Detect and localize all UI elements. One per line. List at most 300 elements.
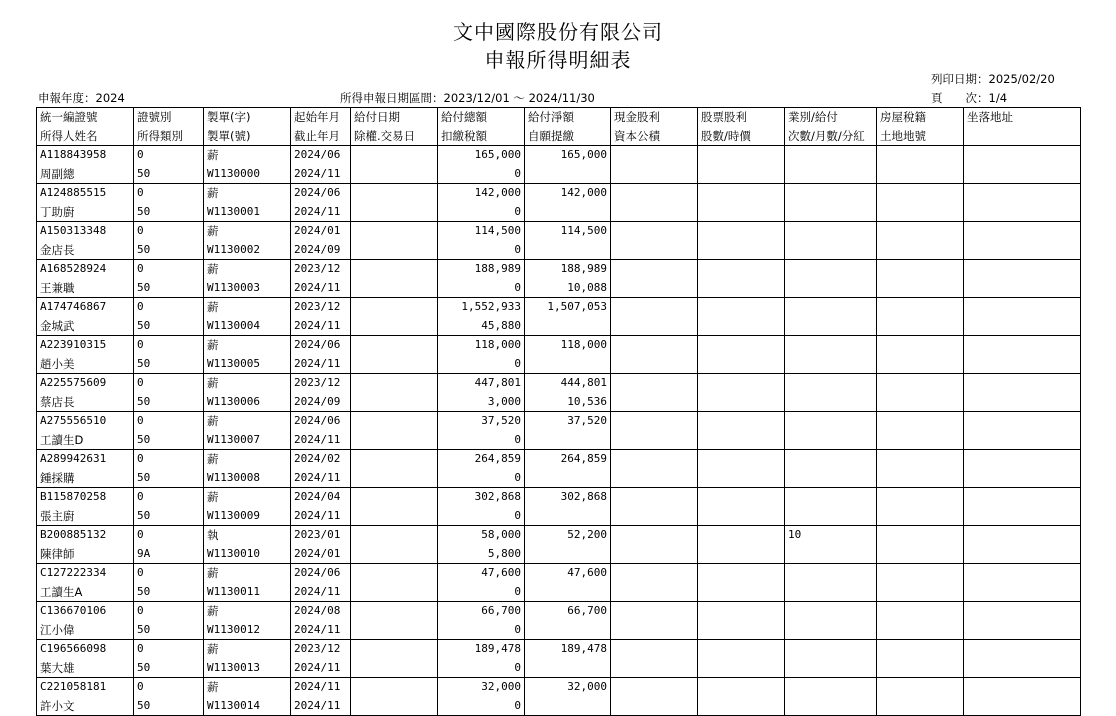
table-cell xyxy=(351,602,438,640)
table-cell xyxy=(204,222,291,260)
cell-doc-no: W1130008 xyxy=(207,470,260,484)
cell-doc-no: W1130005 xyxy=(207,356,260,370)
cell-id: A124885515 xyxy=(40,186,107,199)
cell-end: 2024/11 xyxy=(294,356,341,370)
table-cell xyxy=(964,222,1081,260)
cell-start: 2024/06 xyxy=(294,338,341,351)
cell-net: 142,000 xyxy=(560,186,607,199)
table-cell xyxy=(291,260,351,298)
cell-doc-no: W1130000 xyxy=(207,166,260,180)
cell-gross: 47,600 xyxy=(481,566,521,579)
cell-tax: 0 xyxy=(514,280,521,294)
column-header-label: 房屋稅籍 xyxy=(880,110,926,124)
cell-id: A118843958 xyxy=(40,148,107,161)
cell-gross: 32,000 xyxy=(481,680,521,693)
cell-doc-no: W1130009 xyxy=(207,508,260,522)
table-cell xyxy=(204,184,291,222)
cell-tax: 3,000 xyxy=(487,394,521,408)
table-cell xyxy=(611,222,698,260)
cell-name: 江小偉 xyxy=(40,622,75,637)
table-cell xyxy=(698,184,785,222)
table-cell xyxy=(525,374,611,412)
cell-income-type: 50 xyxy=(137,508,151,522)
cell-net: 37,520 xyxy=(567,414,607,427)
income-detail-table xyxy=(36,107,1081,716)
cell-id-type: 0 xyxy=(137,490,144,503)
table-cell xyxy=(37,412,134,450)
column-header-label: 製單(號) xyxy=(207,128,251,143)
cell-doc-char: 執 xyxy=(207,528,219,542)
cell-voluntary xyxy=(528,545,607,564)
table-cell xyxy=(698,450,785,488)
table-cell xyxy=(611,450,698,488)
table-cell xyxy=(964,602,1081,640)
cell-doc-char: 薪 xyxy=(207,300,219,314)
table-row xyxy=(37,412,1081,450)
table-cell xyxy=(134,564,204,602)
table-cell xyxy=(525,488,611,526)
cell-doc-no: W1130012 xyxy=(207,622,260,636)
cell-voluntary xyxy=(528,469,607,488)
column-header-label: 坐落地址 xyxy=(967,110,1013,124)
table-cell xyxy=(204,336,291,374)
column-header-label: 次數/月數/分紅 xyxy=(788,128,865,143)
table-cell xyxy=(611,488,698,526)
column-header-label: 起始年月 xyxy=(294,110,340,124)
cell-doc-char: 薪 xyxy=(207,186,219,200)
table-row xyxy=(37,526,1081,564)
cell-start: 2023/12 xyxy=(294,262,341,275)
cell-start: 2024/02 xyxy=(294,452,341,465)
cell-net: 118,000 xyxy=(560,338,607,351)
table-cell xyxy=(698,374,785,412)
cell-doc-char: 薪 xyxy=(207,148,219,162)
table-cell xyxy=(877,184,964,222)
cell-doc-no: W1130002 xyxy=(207,242,260,256)
cell-income-type: 50 xyxy=(137,470,151,484)
table-cell xyxy=(204,412,291,450)
column-header xyxy=(698,108,785,146)
table-cell xyxy=(291,450,351,488)
cell-income-type: 50 xyxy=(137,280,151,294)
table-cell xyxy=(611,374,698,412)
table-cell xyxy=(204,564,291,602)
cell-name: 陳律師 xyxy=(40,546,75,561)
cell-end: 2024/11 xyxy=(294,166,341,180)
table-cell xyxy=(351,146,438,184)
table-cell xyxy=(204,678,291,716)
table-cell xyxy=(291,488,351,526)
table-cell xyxy=(351,298,438,336)
cell-voluntary xyxy=(528,697,607,716)
table-cell xyxy=(698,336,785,374)
table-cell xyxy=(964,336,1081,374)
cell-id: A289942631 xyxy=(40,452,107,465)
table-cell xyxy=(698,526,785,564)
cell-end: 2024/11 xyxy=(294,280,341,294)
cell-tax: 0 xyxy=(514,508,521,522)
column-header-label: 所得人姓名 xyxy=(40,128,98,143)
cell-name: 許小文 xyxy=(40,698,75,713)
report-title: 申報所得明細表 xyxy=(484,48,632,72)
cell-doc-no: W1130013 xyxy=(207,660,260,674)
table-cell xyxy=(37,146,134,184)
cell-voluntary xyxy=(528,583,607,602)
table-cell xyxy=(785,640,877,678)
table-cell xyxy=(785,146,877,184)
cell-end: 2024/09 xyxy=(294,242,341,256)
table-cell xyxy=(351,374,438,412)
cell-net: 188,989 xyxy=(560,262,607,275)
cell-biz xyxy=(788,640,873,659)
cell-end: 2024/11 xyxy=(294,432,341,446)
table-cell xyxy=(438,298,525,336)
cell-end: 2024/11 xyxy=(294,470,341,484)
cell-doc-no: W1130004 xyxy=(207,318,260,332)
table-cell xyxy=(611,640,698,678)
table-cell xyxy=(134,298,204,336)
cell-doc-no: W1130014 xyxy=(207,698,260,712)
table-cell xyxy=(611,526,698,564)
cell-biz xyxy=(788,564,873,583)
table-cell xyxy=(37,564,134,602)
table-row xyxy=(37,564,1081,602)
cell-gross: 37,520 xyxy=(481,414,521,427)
cell-doc-char: 薪 xyxy=(207,338,219,352)
cell-voluntary xyxy=(528,165,607,184)
table-cell xyxy=(134,602,204,640)
table-cell xyxy=(698,678,785,716)
table-row xyxy=(37,450,1081,488)
cell-start: 2024/04 xyxy=(294,490,341,503)
table-cell xyxy=(37,260,134,298)
company-name: 文中國際股份有限公司 xyxy=(453,20,663,44)
table-cell xyxy=(525,640,611,678)
table-cell xyxy=(611,298,698,336)
cell-start: 2023/12 xyxy=(294,376,341,389)
cell-id: A223910315 xyxy=(40,338,107,351)
column-header-label: 業別/給付 xyxy=(788,110,838,124)
cell-biz xyxy=(788,336,873,355)
cell-start: 2024/06 xyxy=(294,414,341,427)
table-cell xyxy=(291,146,351,184)
cell-start: 2024/01 xyxy=(294,224,341,237)
cell-end: 2024/09 xyxy=(294,394,341,408)
cell-name: 葉大雄 xyxy=(40,660,75,675)
column-header-label: 給付淨額 xyxy=(528,110,574,124)
column-header-label: 截止年月 xyxy=(294,128,340,143)
table-cell xyxy=(37,602,134,640)
cell-doc-no: W1130001 xyxy=(207,204,260,218)
table-cell xyxy=(611,602,698,640)
table-row xyxy=(37,222,1081,260)
column-header-label: 股數/時價 xyxy=(701,128,751,143)
table-cell xyxy=(37,488,134,526)
column-header-label: 統一編證號 xyxy=(40,110,98,124)
table-cell xyxy=(525,222,611,260)
table-cell xyxy=(291,184,351,222)
table-cell xyxy=(438,602,525,640)
table-cell xyxy=(134,222,204,260)
table-row xyxy=(37,260,1081,298)
table-cell xyxy=(37,374,134,412)
cell-end: 2024/11 xyxy=(294,318,341,332)
cell-end: 2024/01 xyxy=(294,546,341,560)
table-cell xyxy=(134,374,204,412)
table-cell xyxy=(611,564,698,602)
table-cell xyxy=(351,184,438,222)
table-cell xyxy=(291,374,351,412)
cell-tax: 0 xyxy=(514,660,521,674)
table-cell xyxy=(351,336,438,374)
table-row xyxy=(37,298,1081,336)
table-cell xyxy=(785,526,877,564)
cell-biz: 10 xyxy=(788,528,802,541)
cell-id-type: 0 xyxy=(137,680,144,693)
table-cell xyxy=(438,222,525,260)
table-cell xyxy=(877,488,964,526)
table-cell xyxy=(291,412,351,450)
cell-gross: 114,500 xyxy=(474,224,521,237)
cell-biz xyxy=(788,146,873,165)
table-cell xyxy=(877,564,964,602)
table-cell xyxy=(785,336,877,374)
column-header xyxy=(37,108,134,146)
table-cell xyxy=(291,526,351,564)
table-cell xyxy=(964,184,1081,222)
cell-gross: 302,868 xyxy=(474,490,521,503)
table-cell xyxy=(134,640,204,678)
table-cell xyxy=(291,602,351,640)
table-cell xyxy=(204,526,291,564)
page-number: 頁 次：1/4 xyxy=(931,91,1008,105)
cell-tax: 0 xyxy=(514,698,521,712)
cell-doc-char: 薪 xyxy=(207,642,219,656)
cell-income-type: 50 xyxy=(137,660,151,674)
table-cell xyxy=(525,146,611,184)
cell-id: A174746867 xyxy=(40,300,107,313)
cell-id-type: 0 xyxy=(137,376,144,389)
table-cell xyxy=(698,298,785,336)
table-cell xyxy=(698,146,785,184)
table-cell xyxy=(204,640,291,678)
table-cell xyxy=(204,374,291,412)
cell-net: 1,507,053 xyxy=(547,300,607,313)
cell-id: A275556510 xyxy=(40,414,107,427)
cell-doc-char: 薪 xyxy=(207,414,219,428)
cell-income-type: 50 xyxy=(137,622,151,636)
cell-income-type: 50 xyxy=(137,204,151,218)
cell-id: A225575609 xyxy=(40,376,107,389)
cell-id: C127222334 xyxy=(40,566,107,579)
cell-end: 2024/11 xyxy=(294,508,341,522)
cell-doc-no: W1130006 xyxy=(207,394,260,408)
table-cell xyxy=(438,374,525,412)
table-cell xyxy=(37,450,134,488)
table-cell xyxy=(37,184,134,222)
cell-biz xyxy=(788,222,873,241)
table-cell xyxy=(877,640,964,678)
table-cell xyxy=(134,336,204,374)
table-body xyxy=(37,146,1081,716)
table-cell xyxy=(438,564,525,602)
table-cell xyxy=(785,222,877,260)
cell-name: 金城武 xyxy=(40,318,75,333)
table-cell xyxy=(611,146,698,184)
table-cell xyxy=(964,526,1081,564)
table-header xyxy=(37,108,1081,146)
table-cell xyxy=(611,412,698,450)
table-cell xyxy=(964,678,1081,716)
table-cell xyxy=(785,298,877,336)
column-header xyxy=(438,108,525,146)
cell-id-type: 0 xyxy=(137,642,144,655)
table-cell xyxy=(134,488,204,526)
table-cell xyxy=(291,298,351,336)
date-range: 所得申報日期區間：2023/12/01 ～ 2024/11/30 xyxy=(340,91,595,105)
cell-id: A168528924 xyxy=(40,262,107,275)
table-cell xyxy=(37,678,134,716)
cell-voluntary xyxy=(528,203,607,222)
cell-tax: 0 xyxy=(514,622,521,636)
cell-gross: 188,989 xyxy=(474,262,521,275)
cell-start: 2024/11 xyxy=(294,680,341,693)
cell-income-type: 50 xyxy=(137,698,151,712)
table-cell xyxy=(291,678,351,716)
print-date: 列印日期：2025/02/20 xyxy=(931,72,1055,86)
column-header xyxy=(964,108,1081,146)
table-cell xyxy=(611,184,698,222)
table-cell xyxy=(134,184,204,222)
table-cell xyxy=(438,146,525,184)
cell-name: 丁助廚 xyxy=(40,204,75,219)
table-cell xyxy=(37,298,134,336)
table-cell xyxy=(785,488,877,526)
table-cell xyxy=(37,526,134,564)
cell-net: 66,700 xyxy=(567,604,607,617)
cell-income-type: 50 xyxy=(137,242,151,256)
column-header-label: 扣繳稅額 xyxy=(441,128,487,143)
cell-income-type: 50 xyxy=(137,394,151,408)
cell-tax: 0 xyxy=(514,166,521,180)
table-cell xyxy=(204,298,291,336)
cell-tax: 0 xyxy=(514,432,521,446)
column-header-label: 所得類別 xyxy=(137,128,183,143)
cell-id: B200885132 xyxy=(40,528,107,541)
column-header xyxy=(134,108,204,146)
table-cell xyxy=(964,146,1081,184)
cell-name: 趙小美 xyxy=(40,356,75,371)
table-row xyxy=(37,146,1081,184)
cell-id-type: 0 xyxy=(137,604,144,617)
cell-id-type: 0 xyxy=(137,224,144,237)
table-cell xyxy=(877,146,964,184)
table-cell xyxy=(134,260,204,298)
table-cell xyxy=(438,678,525,716)
cell-voluntary xyxy=(528,241,607,260)
table-cell xyxy=(785,564,877,602)
cell-gross: 142,000 xyxy=(474,186,521,199)
column-header xyxy=(785,108,877,146)
table-cell xyxy=(291,222,351,260)
table-cell xyxy=(351,678,438,716)
table-cell xyxy=(204,260,291,298)
cell-name: 周副總 xyxy=(40,166,75,181)
cell-start: 2024/06 xyxy=(294,186,341,199)
cell-doc-char: 薪 xyxy=(207,604,219,618)
cell-id-type: 0 xyxy=(137,300,144,313)
column-header xyxy=(351,108,438,146)
cell-doc-no: W1130010 xyxy=(207,546,260,560)
table-cell xyxy=(611,260,698,298)
cell-id: C221058181 xyxy=(40,680,107,693)
table-cell xyxy=(698,488,785,526)
table-cell xyxy=(877,450,964,488)
cell-id-type: 0 xyxy=(137,338,144,351)
table-cell xyxy=(785,260,877,298)
table-cell xyxy=(964,564,1081,602)
cell-id-type: 0 xyxy=(137,414,144,427)
cell-biz xyxy=(788,488,873,507)
table-row xyxy=(37,336,1081,374)
cell-biz xyxy=(788,260,873,279)
table-row xyxy=(37,678,1081,716)
cell-gross: 118,000 xyxy=(474,338,521,351)
cell-name: 工讀生D xyxy=(40,432,84,447)
column-header-label: 給付日期 xyxy=(354,110,400,124)
table-row xyxy=(37,640,1081,678)
cell-id-type: 0 xyxy=(137,566,144,579)
table-cell xyxy=(785,374,877,412)
table-cell xyxy=(37,640,134,678)
cell-biz xyxy=(788,450,873,469)
table-row xyxy=(37,374,1081,412)
table-cell xyxy=(351,526,438,564)
table-cell xyxy=(877,602,964,640)
table-cell xyxy=(438,526,525,564)
table-cell xyxy=(134,450,204,488)
cell-gross: 66,700 xyxy=(481,604,521,617)
table-cell xyxy=(351,488,438,526)
cell-net: 302,868 xyxy=(560,490,607,503)
table-cell xyxy=(525,260,611,298)
cell-tax: 0 xyxy=(514,356,521,370)
table-cell xyxy=(291,640,351,678)
table-cell xyxy=(877,374,964,412)
table-cell xyxy=(204,488,291,526)
table-cell xyxy=(611,678,698,716)
cell-biz xyxy=(788,374,873,393)
column-header-label: 製單(字) xyxy=(207,110,251,124)
table-cell xyxy=(785,602,877,640)
cell-net: 264,859 xyxy=(560,452,607,465)
column-header-label: 股票股利 xyxy=(701,110,747,124)
cell-income-type: 50 xyxy=(137,318,151,332)
cell-end: 2024/11 xyxy=(294,660,341,674)
table-cell xyxy=(438,412,525,450)
cell-doc-no: W1130007 xyxy=(207,432,260,446)
cell-start: 2024/08 xyxy=(294,604,341,617)
table-cell xyxy=(964,374,1081,412)
cell-income-type: 50 xyxy=(137,356,151,370)
table-cell xyxy=(134,678,204,716)
cell-net: 32,000 xyxy=(567,680,607,693)
cell-net: 47,600 xyxy=(567,566,607,579)
table-cell xyxy=(134,412,204,450)
table-cell xyxy=(134,146,204,184)
cell-doc-char: 薪 xyxy=(207,376,219,390)
table-cell xyxy=(525,678,611,716)
